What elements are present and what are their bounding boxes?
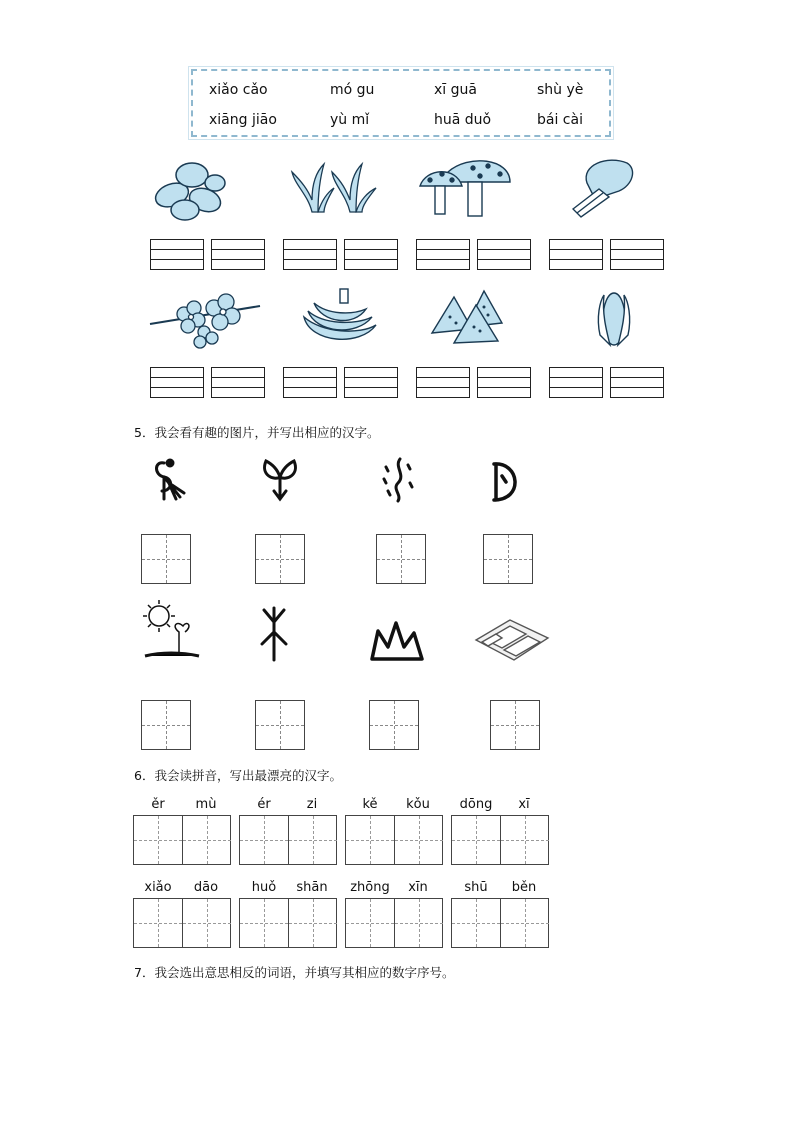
pinyin-label: kǒu (406, 797, 430, 812)
seedling-glyph-picture (260, 455, 300, 505)
pinyin-label: ěr (151, 797, 165, 812)
tianzige-box[interactable] (255, 534, 305, 584)
writing-box[interactable] (416, 239, 470, 270)
writing-box[interactable] (477, 239, 531, 270)
tianzige-box[interactable] (255, 700, 305, 750)
tianzige-box[interactable] (141, 534, 191, 584)
bird-glyph-picture (150, 455, 190, 505)
mountain-glyph-picture (368, 617, 426, 663)
pinyin-label: xiǎo (144, 880, 172, 895)
leaves-picture (147, 155, 227, 225)
writing-box[interactable] (150, 367, 204, 398)
pinyin-label: ér (257, 797, 271, 812)
pinyin-label: běn (511, 880, 537, 895)
writing-pair[interactable] (451, 815, 549, 865)
water-glyph-picture (380, 455, 414, 505)
tianzige-box[interactable] (483, 534, 533, 584)
pinyin-label: xīn (408, 880, 428, 895)
moon-glyph-picture (490, 460, 522, 504)
tianzige-box[interactable] (376, 534, 426, 584)
writing-box[interactable] (344, 239, 398, 270)
question-5-title: 5．我会看有趣的图片，并写出相应的汉字。 (134, 425, 380, 440)
word-bank-item: shù yè (537, 82, 584, 98)
sunrise-picture (141, 598, 201, 662)
pinyin-label: zhōng (350, 880, 390, 895)
corn-picture (594, 287, 634, 351)
writing-box[interactable] (150, 239, 204, 270)
wood-glyph-picture (258, 604, 290, 664)
word-bank-item: xī guā (434, 82, 477, 98)
watermelon-picture (428, 289, 508, 349)
question-6-title: 6．我会读拼音，写出最漂亮的汉字。 (134, 768, 342, 783)
tianzige-box[interactable] (141, 700, 191, 750)
writing-box[interactable] (416, 367, 470, 398)
tianzige-box[interactable] (490, 700, 540, 750)
tianzige-box[interactable] (369, 700, 419, 750)
writing-box[interactable] (211, 367, 265, 398)
pinyin-label: shān (296, 880, 328, 895)
writing-box[interactable] (610, 367, 664, 398)
word-bank-item: yù mǐ (330, 112, 370, 128)
pinyin-label: huǒ (251, 880, 277, 895)
pinyin-label: zi (306, 797, 318, 812)
cabbage-picture (567, 155, 637, 220)
field-picture (474, 616, 550, 664)
writing-pair[interactable] (451, 898, 549, 948)
pinyin-label: mù (195, 797, 217, 812)
grass-picture (290, 160, 380, 215)
writing-pair[interactable] (133, 815, 231, 865)
writing-box[interactable] (211, 239, 265, 270)
writing-box[interactable] (549, 239, 603, 270)
pinyin-label: shū (464, 880, 488, 895)
writing-box[interactable] (344, 367, 398, 398)
pinyin-label: dāo (193, 880, 219, 895)
word-bank-item: mó gu (330, 82, 375, 98)
word-bank-item: huā duǒ (434, 112, 492, 128)
writing-pair[interactable] (239, 898, 337, 948)
writing-box[interactable] (477, 367, 531, 398)
question-7-title: 7．我会选出意思相反的词语，并填写其相应的数字序号。 (134, 965, 455, 980)
pinyin-label: xī (518, 797, 530, 812)
writing-box[interactable] (610, 239, 664, 270)
writing-pair[interactable] (345, 898, 443, 948)
word-bank-item: bái cài (537, 112, 583, 128)
flowers-picture (148, 288, 263, 350)
word-bank-item: xiāng jiāo (209, 112, 277, 128)
mushroom-picture (418, 158, 513, 220)
writing-pair[interactable] (345, 815, 443, 865)
pinyin-label: dōng (459, 797, 493, 812)
writing-box[interactable] (283, 239, 337, 270)
pinyin-word-bank (191, 69, 611, 137)
writing-box[interactable] (549, 367, 603, 398)
writing-pair[interactable] (133, 898, 231, 948)
pinyin-label: kě (362, 797, 378, 812)
banana-picture (300, 287, 380, 349)
word-bank-item: xiǎo cǎo (209, 82, 268, 98)
writing-box[interactable] (283, 367, 337, 398)
writing-pair[interactable] (239, 815, 337, 865)
